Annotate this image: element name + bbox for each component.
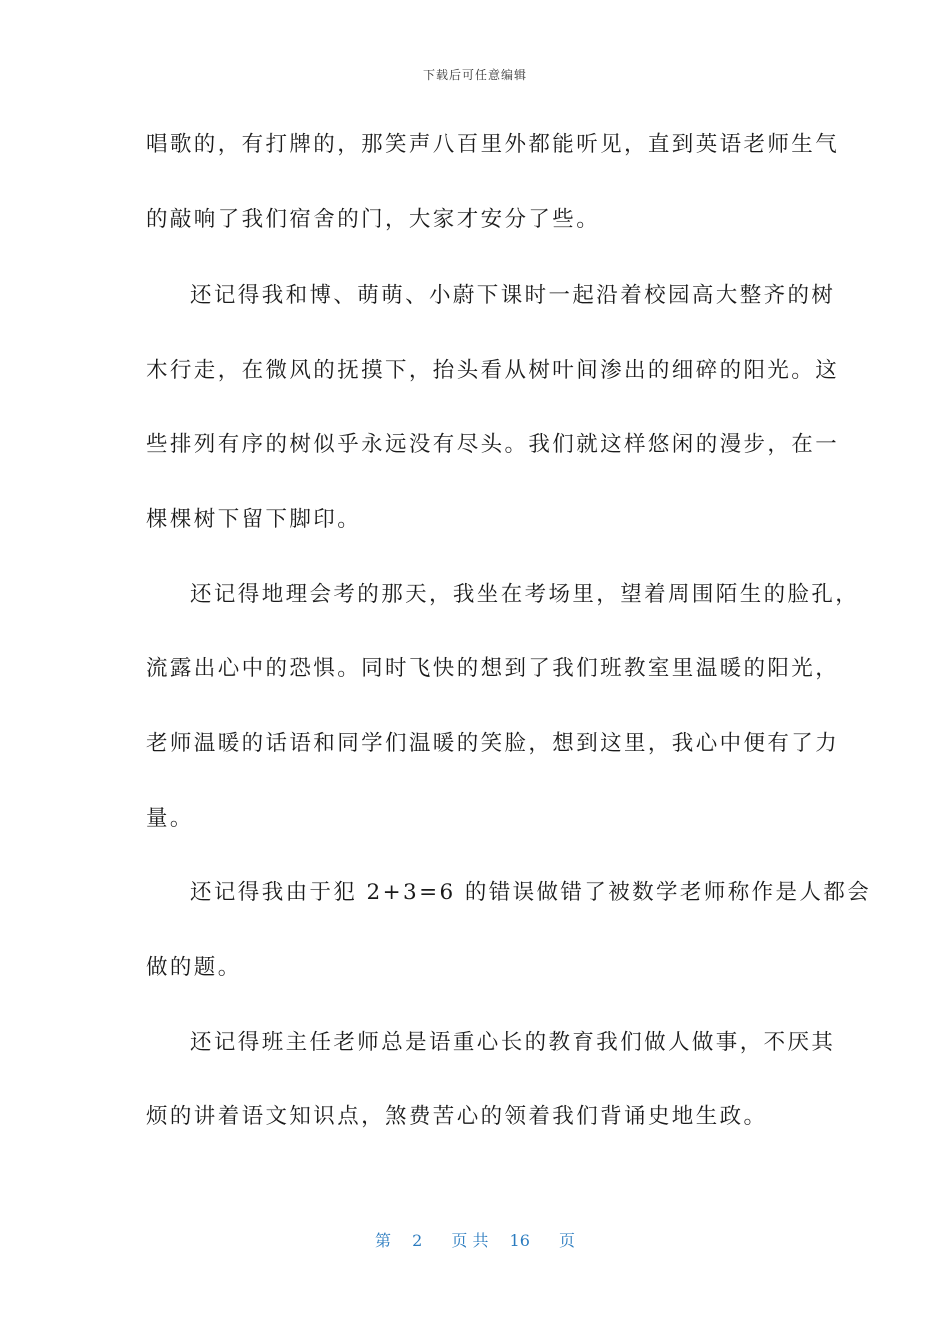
body-line: 老师温暖的话语和同学们温暖的笑脸，想到这里，我心中便有了力 (146, 731, 840, 756)
body-line: 的敲响了我们宿舍的门，大家才安分了些。 (146, 207, 601, 232)
footer-prefix: 第 (374, 1231, 391, 1250)
body-line: 烦的讲着语文知识点，煞费苦心的领着我们背诵史地生政。 (146, 1104, 768, 1129)
page-footer (0, 1228, 950, 1251)
total-pages: 16 (509, 1231, 530, 1250)
footer-middle: 页 共 (451, 1231, 489, 1250)
body-line: 量。 (146, 806, 194, 831)
body-line: 棵棵树下留下脚印。 (146, 507, 362, 532)
body-line: 还记得我和博、萌萌、小蔚下课时一起沿着校园高大整齐的树 (190, 283, 836, 308)
footer-suffix: 页 (559, 1231, 576, 1250)
page-header: 下载后可任意编辑 (422, 68, 527, 82)
body-line: 木行走，在微风的抚摸下，抬头看从树叶间渗出的细碎的阳光。这 (146, 358, 840, 383)
body-line: 还记得班主任老师总是语重心长的教育我们做人做事，不厌其 (190, 1030, 836, 1055)
current-page-number: 2 (412, 1231, 423, 1250)
body-line: 些排列有序的树似乎永远没有尽头。我们就这样悠闲的漫步，在一 (146, 432, 840, 457)
body-line: 流露出心中的恐惧。同时飞快的想到了我们班教室里温暖的阳光， (146, 656, 840, 681)
body-line: 还记得我由于犯 2+3=6 的错误做错了被数学老师称作是人都会 (190, 880, 872, 905)
body-line: 唱歌的，有打牌的，那笑声八百里外都能听见，直到英语老师生气 (146, 132, 840, 157)
body-line: 还记得地理会考的那天，我坐在考场里，望着周围陌生的脸孔， (190, 582, 860, 607)
body-line: 做的题。 (146, 955, 242, 980)
